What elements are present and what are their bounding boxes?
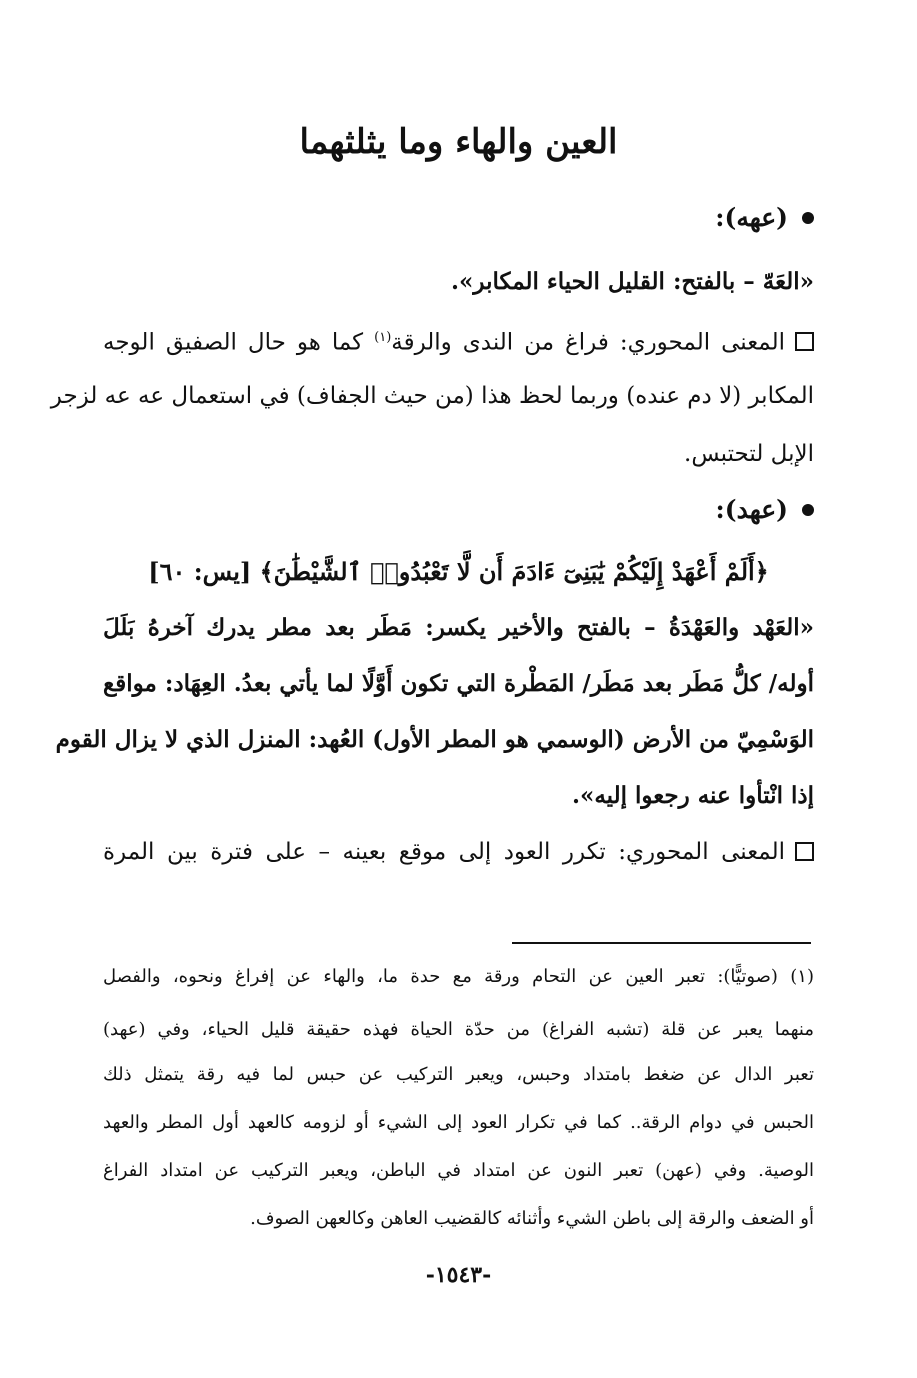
footnote-line-3: تعبر الدال عن ضغط بامتداد وحبس، ويعبر التركيب عن حبس لما فيه رقة يتمثل ذلك bbox=[103, 1064, 814, 1085]
footnote-line-4: الحبس في دوام الرقة.. كما في تكرار العود إلى الشيء أو لزومه كالعهد أول المطر والعهد bbox=[103, 1112, 814, 1133]
checkbox-square-icon bbox=[795, 332, 814, 351]
meaning-text: المعنى المحوري: تكرر العود إلى موقع بعينه – على فترة بين المرة bbox=[103, 839, 785, 865]
meaning-line-1 bbox=[103, 318, 814, 363]
quran-verse: ﴿أَلَمْ أَعْهَدْ إِلَيْكُمْ يَٰبَنِىٓ ءَادَمَ أَن لَّا تَعْبُدُوا۟ ٱلشَّيْطَٰنَ﴾ [يس: ٦٠] bbox=[148, 557, 769, 586]
entry-heading-ahh bbox=[103, 198, 814, 238]
bullet-icon bbox=[802, 504, 814, 516]
definition-line-1: «العَهْد والعَهْدَةُ – بالفتح والأخير يكسر: مَطَر بعد مطر يدرك آخرهُ بَلَلَ bbox=[103, 614, 814, 641]
meaning-text: المعنى المحوري: فراغ من الندى والرقة bbox=[391, 329, 785, 356]
meaning-line-3: الإبل لتحتبس. bbox=[684, 441, 814, 467]
entry-definition: «العَهّ – بالفتح: القليل الحياء المكابر». bbox=[451, 268, 814, 295]
footnote-ref[interactable]: (١) bbox=[374, 330, 392, 345]
definition-line-4: إذا انْتأوا عنه رجعوا إليه». bbox=[571, 782, 814, 809]
page-number: -١٥٤٣- bbox=[425, 1262, 492, 1288]
definition-line-2: أوله/ كلُّ مَطَر بعد مَطَر/ المَطْرة التي تكون أَوَّلًا لما يأتي بعدُ. العِهَاد: مواقع bbox=[103, 670, 814, 697]
meaning-line bbox=[103, 832, 814, 872]
footnote-line-1: (١) (صوتيًّا): تعبر العين عن التحام ورقة مع حدة ما، والهاء عن إفراغ ونحوه، والفصل bbox=[103, 966, 814, 987]
definition-line-3: الوَسْمِيّ من الأرض (الوسمي هو المطر الأول) العُهد: المنزل الذي لا يزال القوم bbox=[55, 726, 814, 753]
entry-heading-ahd bbox=[103, 490, 814, 530]
checkbox-square-icon bbox=[795, 842, 814, 861]
entry-heading-text: (عهه): bbox=[715, 203, 788, 232]
footnote-line-5: الوصية. وفي (عهن) تعبر النون عن امتداد في الباطن، ويعبر التركيب عن امتداد الفراغ bbox=[103, 1160, 814, 1181]
meaning-line-2: المكابر (لا دم عنده) وربما لحظ هذا (من حيث الجفاف) في استعمال عه عه لزجر bbox=[50, 383, 814, 409]
footnote-separator bbox=[512, 942, 811, 944]
footnote-line-6: أو الضعف والرقة إلى باطن الشيء وأثنائه كالقضيب العاهن وكالعهن الصوف. bbox=[250, 1208, 814, 1229]
entry-heading-text: (عهد): bbox=[715, 495, 788, 524]
page-title: العين والهاء وما يثلثهما bbox=[299, 122, 618, 162]
bullet-icon bbox=[802, 212, 814, 224]
meaning-text-tail: كما هو حال الصفيق الوجه bbox=[103, 329, 364, 356]
footnote-line-2: منهما يعبر عن قلة (تشبه الفراغ) من حدّة الحياة فهذه حقيقة قليل الحياء، وفي (عهد) bbox=[103, 1019, 814, 1040]
